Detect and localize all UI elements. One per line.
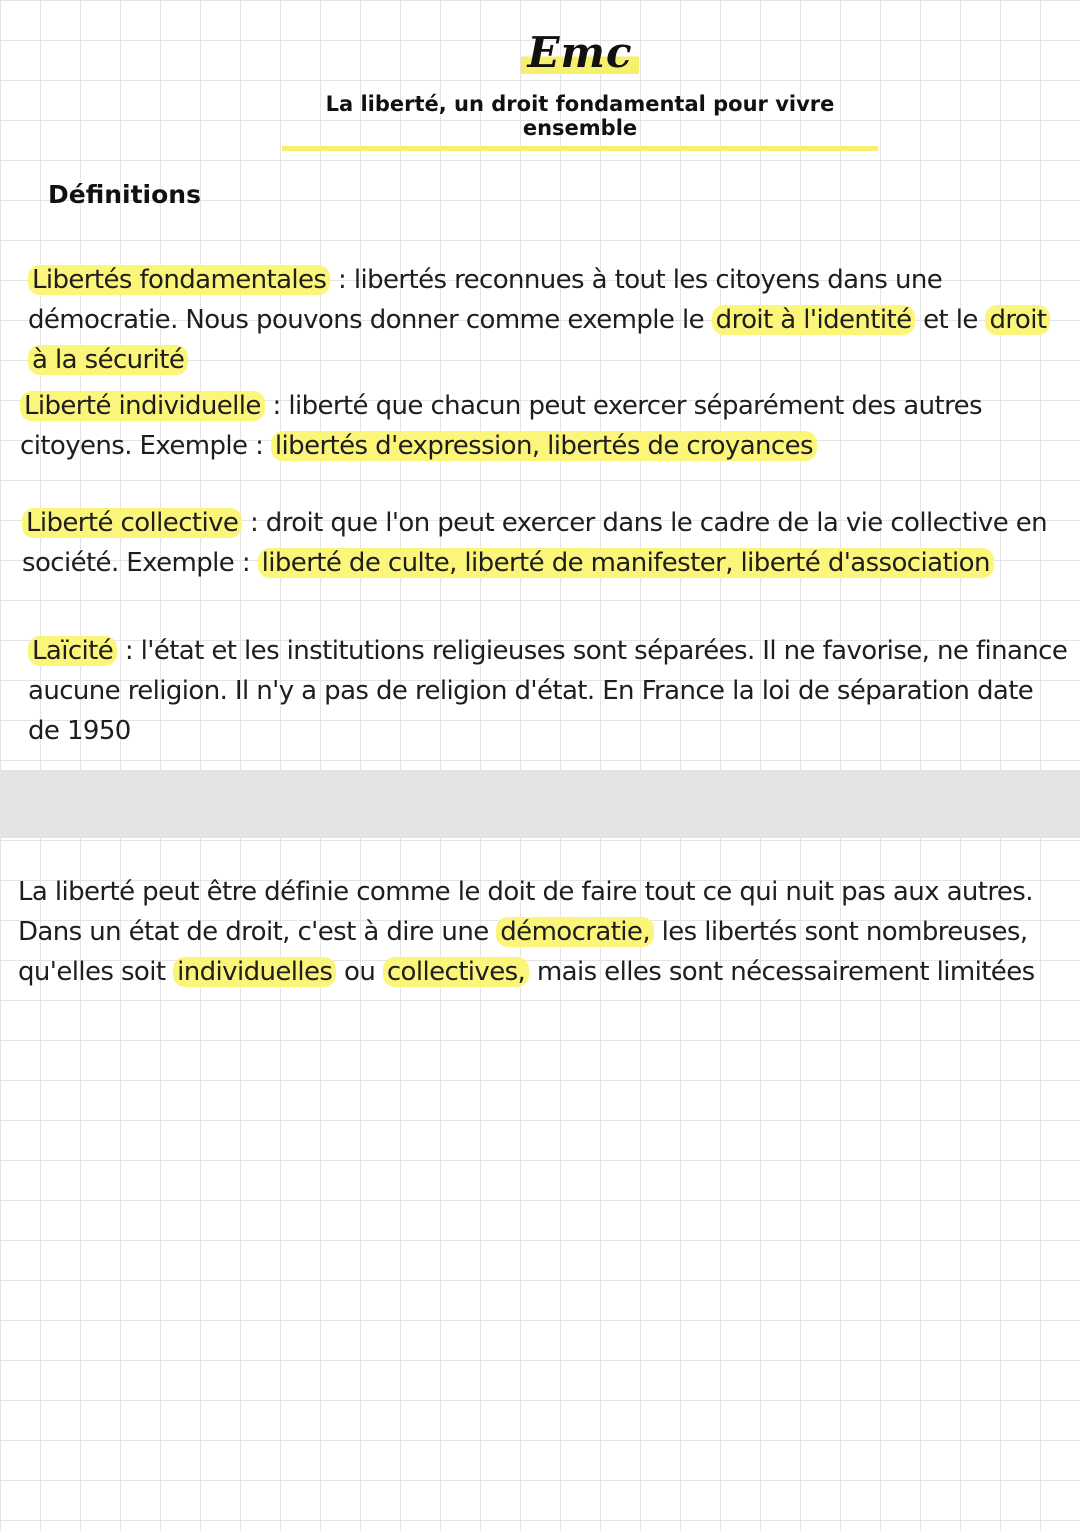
definition-libertes-fondamentales (28, 260, 1068, 380)
summary-text: les libertés sont nombreuses, qu'elles soit (18, 917, 1028, 987)
definition-liberte-individuelle (20, 386, 1076, 466)
definition-liberte-collective (22, 503, 1062, 583)
page-title: Emc (0, 28, 1080, 77)
definition-text: : l'état et les institutions religieuses sont séparées. Il ne favorise, ne finance aucune religion. Il n'y a pas de religion d'état. En France la loi de séparation date de 1950 (28, 636, 1068, 746)
highlighted-word: collectives, (383, 957, 529, 987)
section-divider (0, 770, 1080, 838)
summary-text: ou (336, 957, 383, 987)
summary-text: La liberté peut être définie comme le doit de faire tout ce qui nuit pas aux autres. Dans un état de droit, c'est à dire une (18, 877, 1033, 947)
page-subtitle: La liberté, un droit fondamental pour vivre ensemble (282, 92, 878, 151)
highlighted-example: liberté de culte, liberté de manifester, liberté d'association (258, 548, 994, 578)
definition-term: Liberté individuelle (20, 391, 265, 421)
highlighted-example: droit à l'identité (712, 305, 916, 335)
definition-text: : libertés reconnues à tout les citoyens dans une démocratie. Nous pouvons donner comme exemple le (28, 265, 943, 335)
highlighted-word: individuelles (173, 957, 336, 987)
definitions-heading: Définitions (48, 180, 201, 209)
summary-text: mais elles sont nécessairement limitées (529, 957, 1035, 987)
highlighted-example: libertés d'expression, libertés de croyances (271, 431, 817, 461)
highlighted-example: droit à la sécurité (28, 305, 1050, 375)
definition-text: : liberté que chacun peut exercer séparément des autres citoyens. Exemple : (20, 391, 982, 461)
definition-text: : droit que l'on peut exercer dans le cadre de la vie collective en société. Exemple : (22, 508, 1048, 578)
highlighted-word: démocratie, (496, 917, 654, 947)
definition-text: et le (915, 305, 986, 335)
definition-term: Laïcité (28, 636, 117, 666)
summary-paragraph (18, 872, 1068, 992)
definition-term: Libertés fondamentales (28, 265, 330, 295)
definition-laicite (28, 631, 1068, 751)
definition-term: Liberté collective (22, 508, 242, 538)
